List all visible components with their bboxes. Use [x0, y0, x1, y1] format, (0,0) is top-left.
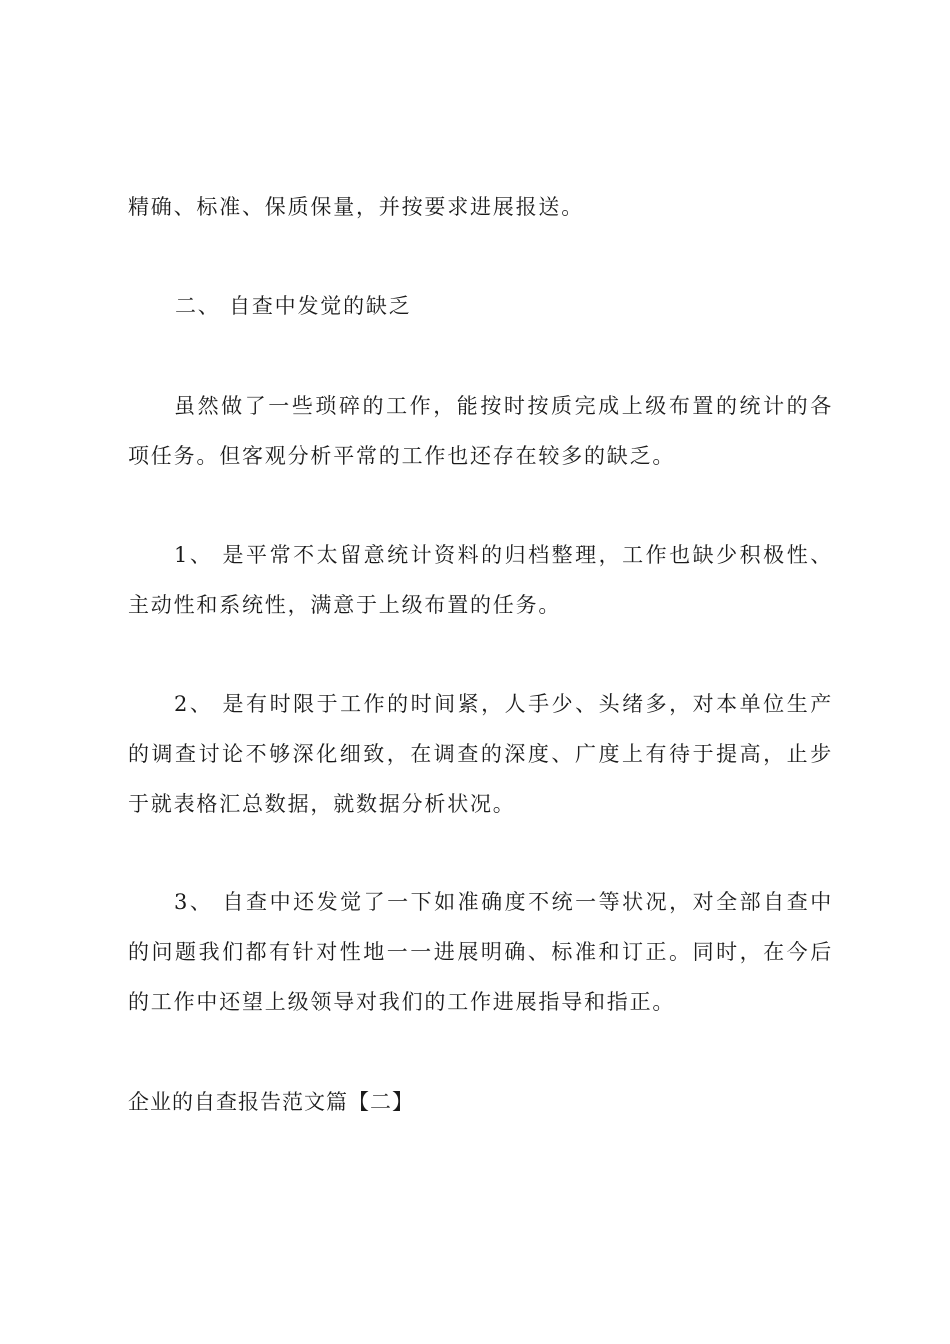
section-title-part-two: 企业的自查报告范文篇【二】 [128, 1090, 414, 1114]
paragraph-continuation: 精确、标准、保质保量，并按要求进展报送。 [128, 195, 584, 219]
list-item-3: 3、 自查中还发觉了一下如准确度不统一等状况，对全部自查中的问题我们都有针对性地一一进展明确、标准和订正。同时，在今后的工作中还望上级领导对我们的工作进展指导和指正。 [128, 890, 833, 1014]
paragraph-intro: 虽然做了一些琐碎的工作，能按时按质完成上级布置的统计的各项任务。但客观分析平常的工作也还存在较多的缺乏。 [128, 394, 833, 468]
section-heading-shortcomings: 二、 自查中发觉的缺乏 [175, 294, 412, 318]
list-item-2: 2、 是有时限于工作的时间紧，人手少、头绪多，对本单位生产的调查讨论不够深化细致，在调查的深度、广度上有待于提高，止步于就表格汇总数据，就数据分析状况。 [128, 692, 833, 816]
list-item-1: 1、 是平常不太留意统计资料的归档整理，工作也缺少积极性、主动性和系统性，满意于上级布置的任务。 [128, 543, 833, 617]
